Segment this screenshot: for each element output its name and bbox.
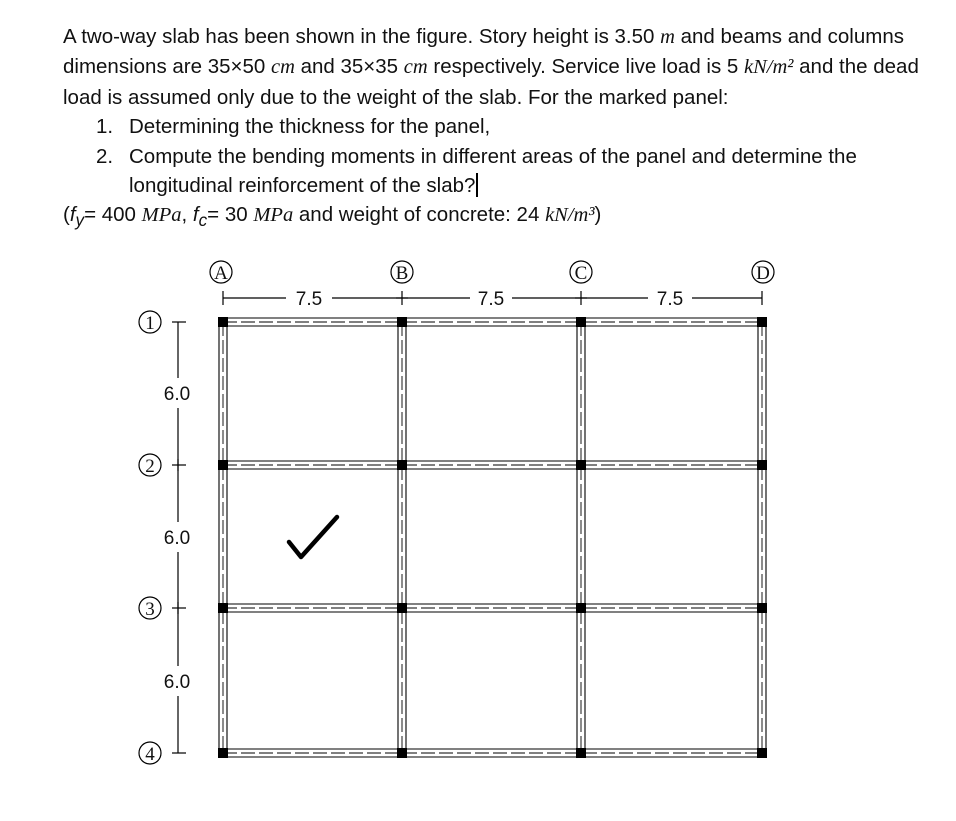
grid-label-A: A xyxy=(214,263,228,284)
grid-bubble-3 xyxy=(139,597,161,620)
column xyxy=(757,460,767,470)
column xyxy=(218,460,228,470)
fc-value: = 30 xyxy=(207,203,254,227)
grid-bubble-1 xyxy=(139,311,161,334)
beam-lines xyxy=(219,318,766,757)
grid-bubble-2 xyxy=(139,454,161,477)
column xyxy=(397,317,407,327)
span-x-label-3: 7.5 xyxy=(656,289,684,310)
column xyxy=(397,748,407,758)
fc-subscript: c xyxy=(198,211,208,231)
unit-mpa-2: MPa xyxy=(253,204,294,227)
unit-kn-m2: kN/m² xyxy=(744,56,794,79)
column xyxy=(757,317,767,327)
column xyxy=(757,748,767,758)
concrete-weight-text: and weight of concrete: 24 xyxy=(293,203,546,227)
unit-m: m xyxy=(660,26,675,48)
task-number-2: 2. xyxy=(96,144,114,168)
unit-cm-1: cm xyxy=(270,56,295,79)
column xyxy=(218,748,228,758)
unit-kn-m3: kN/m³ xyxy=(545,204,595,227)
column xyxy=(576,317,586,327)
intro-text-2: and beams and columns dimensions are 35×50 xyxy=(63,25,904,79)
intro-text-1: A two-way slab has been shown in the figure. Story height is 3.50 xyxy=(63,25,661,48)
intro-text-3: and 35×35 xyxy=(294,55,404,79)
task-text-1: Determining the thickness for the panel, xyxy=(129,115,491,139)
grid-label-3: 3 xyxy=(145,599,155,620)
column xyxy=(218,603,228,613)
check-mark-icon xyxy=(289,517,337,557)
grid-bubble-B xyxy=(391,261,413,284)
columns xyxy=(218,317,767,758)
column xyxy=(757,603,767,613)
grid-label-B: B xyxy=(395,263,409,284)
fy-value: = 400 xyxy=(84,203,142,227)
fy-symbol: f xyxy=(69,203,76,227)
fc-symbol: f xyxy=(192,203,199,227)
span-y-label-2: 6.0 xyxy=(163,528,191,549)
intro-text-4: respectively. Service live load is 5 xyxy=(427,55,745,79)
grid-label-1: 1 xyxy=(145,313,155,334)
task-text-2: Compute the bending moments in different areas of the panel and determine the longitudinal reinforcement of the slab? xyxy=(129,144,857,198)
span-y-label-3: 6.0 xyxy=(163,672,191,693)
grid-bubble-D xyxy=(752,261,774,284)
fy-subscript: y xyxy=(75,211,85,231)
grid-label-D: D xyxy=(756,263,770,284)
span-x-label-2: 7.5 xyxy=(477,289,505,310)
column xyxy=(576,603,586,613)
column xyxy=(397,603,407,613)
grid-bubble-4 xyxy=(139,742,161,765)
column xyxy=(218,317,228,327)
grid-bubble-C xyxy=(570,261,592,284)
task-number-1: 1. xyxy=(96,115,114,139)
given-open: ( xyxy=(63,203,70,227)
span-x-label-1: 7.5 xyxy=(295,289,323,310)
given-separator: , xyxy=(181,203,193,227)
grid-label-4: 4 xyxy=(145,744,155,765)
grid-label-2: 2 xyxy=(145,456,155,477)
column xyxy=(576,748,586,758)
grid-bubble-A xyxy=(210,261,232,284)
span-y-label-1: 6.0 xyxy=(163,384,191,405)
grid-label-C: C xyxy=(574,263,588,284)
unit-mpa-1: MPa xyxy=(141,204,182,227)
unit-cm-2: cm xyxy=(403,56,428,79)
given-close: ) xyxy=(594,203,602,227)
column xyxy=(576,460,586,470)
intro-text-5: and the dead load is assumed only due to the weight of the slab. For the marked panel: xyxy=(63,55,919,109)
column xyxy=(397,460,407,470)
